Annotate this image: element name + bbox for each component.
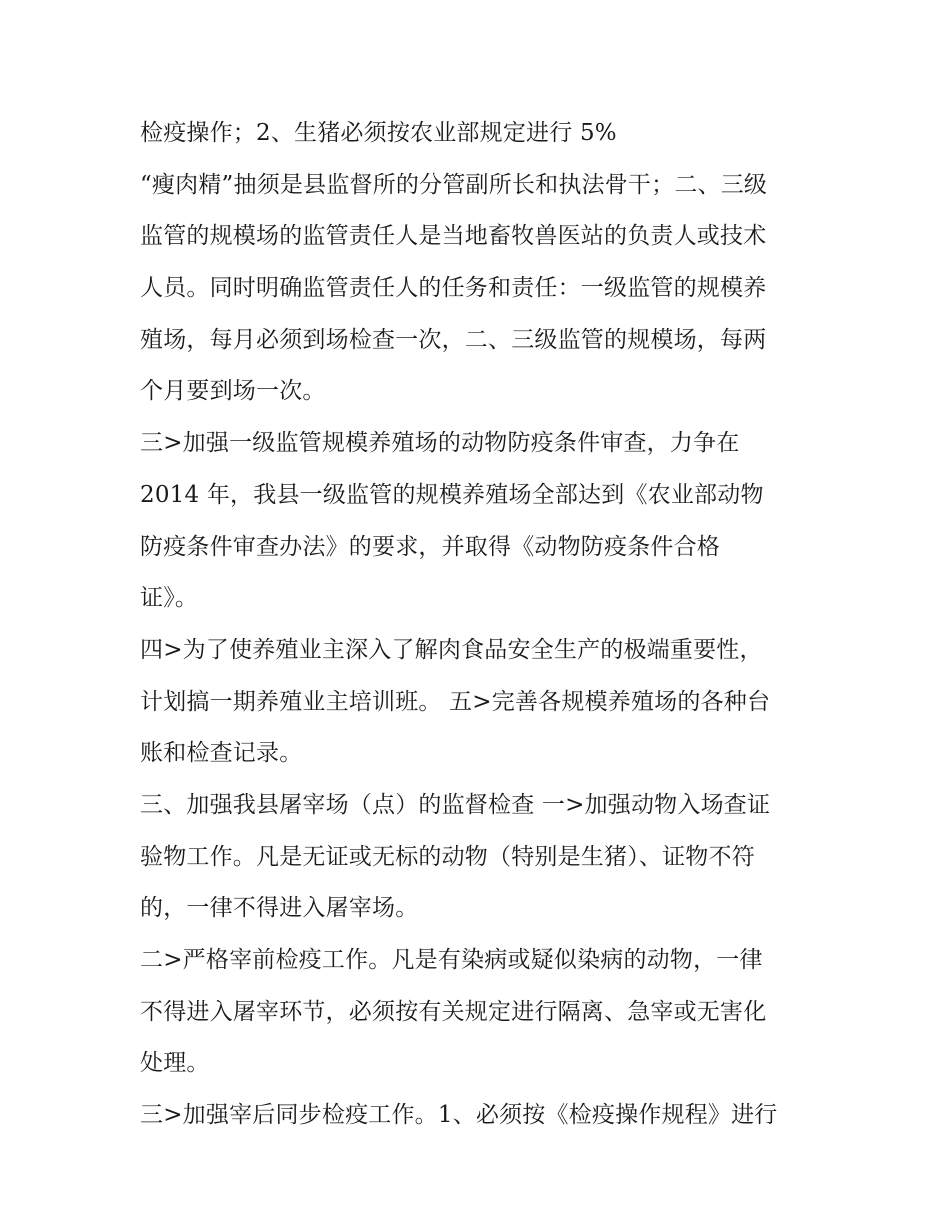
text-line: 三>加强一级监管规模养殖场的动物防疫条件审查，力争在 [140,430,740,457]
text-line: 三>加强宰后同步检疫工作。1、必须按《检疫操作规程》进行 [140,1102,778,1129]
text-line: “瘦肉精”抽须是县监督所的分管副所长和执法骨干；二、三级 [140,171,768,198]
text-line: 人员。同时明确监管责任人的任务和责任：一级监管的规模养 [140,275,767,302]
text-line: 殖场，每月必须到场检查一次，二、三级监管的规模场，每两 [140,326,767,353]
text-line: 证》。 [140,585,199,612]
text-line: 检疫操作；2、生猪必须按农业部规定进行 5% [140,120,617,146]
text-line: 个月要到场一次。 [140,378,326,405]
text-line: 四>为了使养殖业主深入了解肉食品安全生产的极端重要性， [140,636,763,663]
text-line: 账和检查记录。 [140,740,303,767]
text-line: 计划搞一期养殖业主培训班。 五>完善各规模养殖场的各种台 [140,688,771,715]
text-line: 处理。 [140,1050,210,1077]
text-line: 二>严格宰前检疫工作。凡是有染病或疑似染病的动物，一律 [140,947,763,973]
text-line: 监管的规模场的监管责任人是当地畜牧兽医站的负责人或技术 [140,223,767,250]
text-line: 2014 年，我县一级监管的规模养殖场全部达到《农业部动物 [140,481,764,508]
text-line: 验物工作。凡是无证或无标的动物（特别是生猪）、证物不符 [140,843,755,870]
text-line: 的，一律不得进入屠宰场。 [140,895,419,922]
body-text [140,108,830,1142]
text-line: 三、加强我县屠宰场（点）的监督检查 一>加强动物入场查证 [140,791,771,818]
text-line: 防疫条件审查办法》的要求，并取得《动物防疫条件合格 [140,533,720,560]
text-line: 不得进入屠宰环节，必须按有关规定进行隔离、急宰或无害化 [140,998,767,1025]
